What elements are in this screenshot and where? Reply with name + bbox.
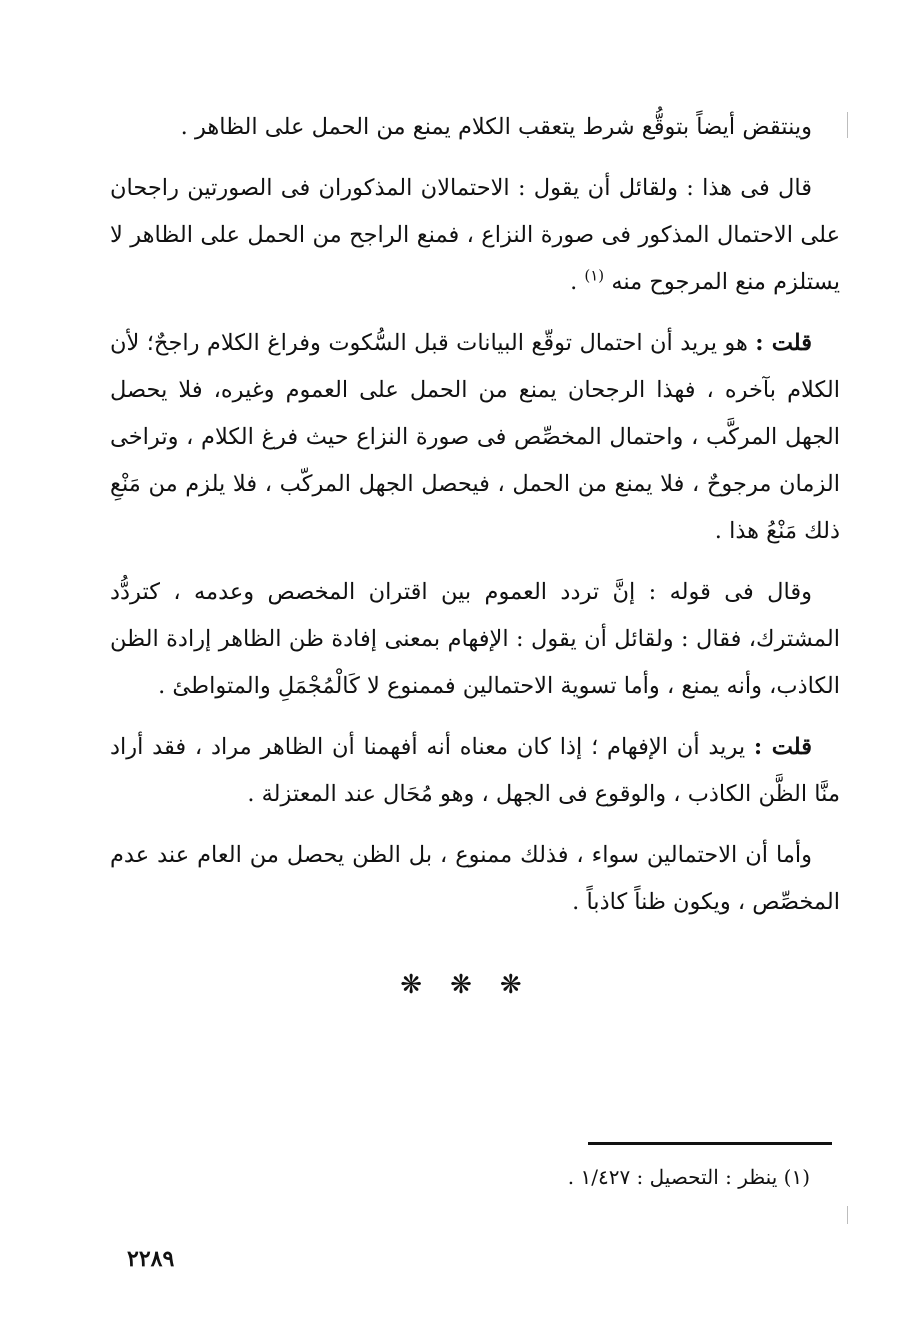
star-ornament-icon: ❋	[450, 970, 500, 1000]
star-ornament-icon: ❋	[400, 970, 451, 1000]
paragraph-4	[110, 569, 840, 710]
star-ornament-icon: ❋	[499, 970, 550, 1000]
paragraph-text: هو يريد أن احتمال توقّع البيانات قبل السُّكوت وفراغ الكلام راجحٌ؛ لأن الكلام بآخره ، فهذا الرجحان يمنع من الحمل على العموم وغيره، فلا يحصل الجهل المركَّب ، واحتمال المخصِّص فى صورة النزاع حيث فرغ الكلام ، وتراخى الزمان مرجوحٌ ، فلا يمنع من الحمل ، فيحصل الجهل المركّب ، فلا يلزم من مَنْعِ ذلك مَنْعُ هذا .	[110, 330, 840, 544]
paragraph-tail: .	[570, 269, 578, 295]
paragraph-text: وينتقض أيضاً بتوقُّع شرط يتعقب الكلام يمنع من الحمل على الظاهر .	[180, 114, 812, 140]
paragraph-lead: قلت :	[755, 330, 812, 356]
scan-edge-mark	[847, 1206, 848, 1224]
paragraph-text: وقال فى قوله : إنَّ تردد العموم بين اقتران المخصص وعدمه ، كتردُّد المشترك، فقال : ولقائل أن يقول : الإفهام بمعنى إفادة ظن الظاهر إرادة الظن الكاذب، وأنه يمنع ، وأما تسوية الاحتمالين فممنوع لا كَالْمُجْمَلِ والمتواطئ .	[110, 579, 840, 699]
paragraph-2	[110, 165, 840, 306]
page-number: ٢٢٨٩	[127, 1246, 175, 1272]
scan-edge-mark	[847, 112, 848, 138]
footnote: (١) ينظر : التحصيل : ١/٤٢٧ .	[567, 1165, 810, 1189]
paragraph-3	[110, 320, 840, 555]
paragraph-6	[110, 832, 840, 926]
footnote-reference[interactable]: (١)	[584, 266, 605, 285]
paragraph-text: قال فى هذا : ولقائل أن يقول : الاحتمالان المذكوران فى الصورتين راجحان على الاحتمال المذكور فى صورة النزاع ، فمنع الراجح من الحمل على الظاهر لا يستلزم منع المرجوح منه	[110, 175, 840, 295]
paragraph-lead: قلت :	[753, 734, 812, 760]
paragraph-text: يريد أن الإفهام ؛ إذا كان معناه أنه أفهمنا أن الظاهر مراد ، فقد أراد منَّا الظَّن الكاذب ، والوقوع فى الجهل ، وهو مُحَال عند المعتزلة .	[110, 734, 840, 807]
main-text	[110, 104, 840, 940]
section-separator	[0, 970, 922, 1000]
paragraph-5	[110, 724, 840, 818]
paragraph-1	[110, 104, 840, 151]
paragraph-text: وأما أن الاحتمالين سواء ، فذلك ممنوع ، بل الظن يحصل من العام عند عدم المخصِّص ، ويكون ظناً كاذباً .	[110, 842, 840, 915]
footnote-divider	[588, 1142, 832, 1145]
